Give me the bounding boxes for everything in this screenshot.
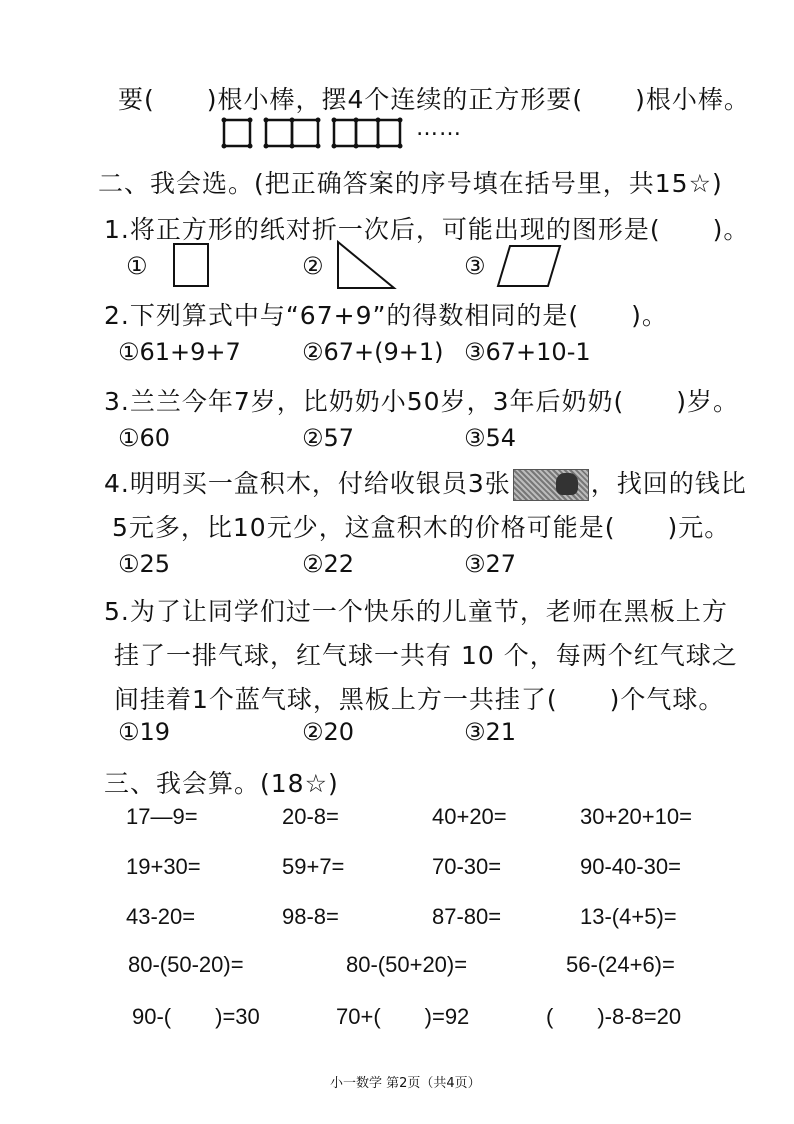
calc-r1-c2: 20-8= [282, 804, 339, 829]
calc-r1-c1: 17—9= [126, 804, 198, 829]
q4-option-3: ③27 [464, 550, 517, 578]
calc-r2-c1: 19+30= [126, 854, 201, 879]
q5-text-line2: 挂了一排气球，红气球一共有 10 个，每两个红气球之 [114, 641, 738, 670]
calc-r5-c3: ( )-8-8=20 [546, 1004, 682, 1029]
triangle-shape-icon [332, 238, 398, 292]
q4-option-1: ①25 [118, 550, 171, 578]
q4-text-b: ，找回的钱比 [590, 469, 747, 498]
calc-r4-c1: 80-(50-20)= [128, 952, 244, 977]
q5-text-line3: 间挂着1个蓝气球，黑板上方一共挂了( )个气球。 [114, 685, 725, 714]
calc-r4-c2: 80-(50+20)= [346, 952, 468, 977]
calc-r4-c3: 56-(24+6)= [566, 952, 675, 977]
page-footer: 小一数学 第2页（共4页） [330, 1076, 481, 1091]
q4-text-a: 4.明明买一盒积木，付给收银员3张 [104, 469, 511, 498]
square-1 [224, 120, 250, 146]
banknote-icon [513, 469, 589, 501]
square-2a [266, 120, 292, 146]
square-3b [356, 120, 378, 146]
calc-r3-c1: 43-20= [126, 904, 196, 929]
q1-text: 1.将正方形的纸对折一次后，可能出现的图形是( )。 [104, 215, 750, 244]
q2-option-3: ③67+10-1 [464, 338, 591, 366]
section3-title: 三、我会算。(18☆) [104, 769, 339, 798]
q4-option-2: ②22 [302, 550, 355, 578]
q4-text-line2: 5元多，比10元少，这盒积木的价格可能是( )元。 [112, 513, 731, 542]
q4-text-line1 [104, 464, 747, 501]
square-shape-icon [172, 242, 212, 290]
q3-option-2: ②57 [302, 424, 355, 452]
q5-text-line1: 5.为了让同学们过一个快乐的儿童节，老师在黑板上方 [104, 597, 728, 626]
q2-text: 2.下列算式中与“67+9”的得数相同的是( )。 [104, 301, 668, 330]
calc-r3-c3: 87-80= [432, 904, 502, 929]
q3-option-1: ①60 [118, 424, 171, 452]
calc-r5-c1: 90-( )=30 [132, 1004, 260, 1029]
calc-r1-c3: 40+20= [432, 804, 507, 829]
calc-r2-c2: 59+7= [282, 854, 345, 879]
calc-r1-c4: 30+20+10= [580, 804, 692, 829]
q1-option-1-label: ① [126, 252, 148, 280]
q1-option-3-label: ③ [464, 252, 486, 280]
q5-option-2: ②20 [302, 718, 355, 746]
q5-option-3: ③21 [464, 718, 517, 746]
q1-option-2-label: ② [302, 252, 324, 280]
q2-option-1: ①61+9+7 [118, 338, 241, 366]
q3-text: 3.兰兰今年7岁，比奶奶小50岁，3年后奶奶( )岁。 [104, 387, 739, 416]
calc-r3-c2: 98-8= [282, 904, 339, 929]
parallelogram-shape-icon [494, 242, 564, 290]
square-3a [334, 120, 356, 146]
calc-r5-c2: 70+( )=92 [336, 1004, 470, 1029]
ellipsis: …… [416, 116, 462, 141]
q-continuation-text: 要( )根小棒，摆4个连续的正方形要( )根小棒。 [118, 85, 750, 114]
section2-title: 二、我会选。(把正确答案的序号填在括号里，共15☆) [98, 169, 723, 198]
q3-option-3: ③54 [464, 424, 517, 452]
calc-r3-c4: 13-(4+5)= [580, 904, 677, 929]
calc-r2-c4: 90-40-30= [580, 854, 681, 879]
q2-option-2: ②67+(9+1) [302, 338, 444, 366]
stick-squares-figure [220, 116, 410, 150]
square-2b [292, 120, 318, 146]
square-3c [378, 120, 400, 146]
q5-option-1: ①19 [118, 718, 171, 746]
calc-r2-c3: 70-30= [432, 854, 502, 879]
